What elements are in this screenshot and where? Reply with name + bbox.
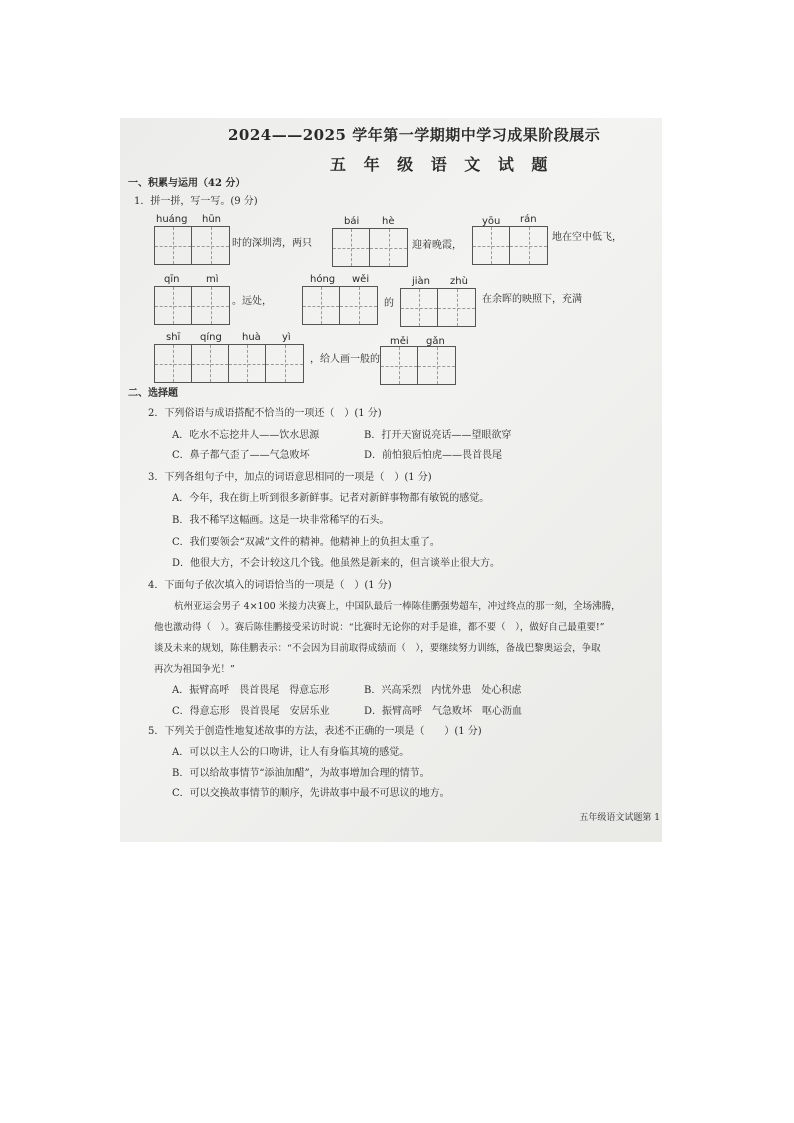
question-1: 1．拼一拼，写一写。(9 分) <box>134 196 258 207</box>
q3-option-a[interactable]: A．今年，我在街上听到很多新鲜事。记者对新鲜事物都有敏锐的感觉。 <box>172 493 490 504</box>
exam-title: 2024——2025 学年第一学期期中学习成果阶段展示 <box>228 126 601 144</box>
exam-paper-photo <box>120 118 662 842</box>
exam-subtitle: 五 年 级 语 文 试 题 <box>330 155 554 174</box>
writing-grid[interactable] <box>154 226 230 265</box>
pinyin-label: yōu <box>482 216 501 227</box>
q4-option-d[interactable]: D．振臂高呼 气急败坏 呕心沥血 <box>364 706 523 717</box>
section2-heading: 二、选择题 <box>128 388 178 399</box>
writing-grid[interactable] <box>400 288 476 327</box>
q3-option-b[interactable]: B．我不稀罕这幅画。这是一块非常稀罕的石头。 <box>172 515 390 526</box>
q2-option-d[interactable]: D．前怕狼后怕虎——畏首畏尾 <box>364 450 503 461</box>
writing-grid[interactable] <box>302 286 378 325</box>
q5-option-c[interactable]: C．可以交换故事情节的顺序，先讲故事中最不可思议的地方。 <box>172 788 450 799</box>
pinyin-label: zhù <box>450 276 468 287</box>
pinyin-label: huáng <box>156 214 188 225</box>
pinyin-label: měi <box>390 336 409 347</box>
question-4: 4．下面句子依次填入的词语恰当的一项是（ ）(1 分) <box>148 580 392 591</box>
question-2: 2．下列俗语与成语搭配不恰当的一项还（ ）(1 分) <box>148 408 382 419</box>
q2-option-b[interactable]: B．打开天窗说亮话——望眼欲穿 <box>364 430 512 441</box>
pinyin-label: mì <box>206 274 219 285</box>
fill-text: ，给人画一般的 <box>310 354 380 365</box>
pinyin-label: yì <box>282 332 291 343</box>
q2-option-a[interactable]: A．吃水不忘挖井人——饮水思源 <box>172 430 320 441</box>
q3-option-d[interactable]: D．他很大方，不会计较这几个钱。他虽然是新来的，但言谈举止很大方。 <box>172 558 501 569</box>
writing-grid[interactable] <box>154 286 230 325</box>
q5-option-b[interactable]: B．可以给故事情节“添油加醋”，为故事增加合理的情节。 <box>172 768 430 779</box>
pinyin-label: rán <box>520 214 537 225</box>
fill-text: 。远处， <box>232 296 272 307</box>
question-3: 3．下列各组句子中，加点的词语意思相同的一项是（ ）(1 分) <box>148 472 432 483</box>
writing-grid[interactable] <box>332 228 408 267</box>
fill-text: 在余晖的映照下，充满 <box>482 294 582 305</box>
q3-option-c[interactable]: C．我们要领会“双减”文件的精神。他精神上的负担太重了。 <box>172 537 440 548</box>
pinyin-label: shī <box>166 332 181 343</box>
section1-heading: 一、积累与运用（42 分） <box>128 178 246 189</box>
pinyin-label: hóng <box>310 274 336 285</box>
pinyin-label: qíng <box>200 332 222 343</box>
q4-passage-line: 杭州亚运会男子 4×100 米接力决赛上，中国队最后一棒陈佳鹏强势超车，冲过终点的那一刻，全场沸腾， <box>174 601 621 612</box>
fill-text: 地在空中低飞， <box>552 232 622 243</box>
writing-grid[interactable] <box>154 344 304 383</box>
pinyin-label: wěi <box>352 274 370 285</box>
question-5: 5．下列关于创造性地复述故事的方法，表述不正确的一项是（ ）(1 分) <box>148 726 482 737</box>
fill-text: 迎着晚霞， <box>412 240 462 251</box>
fill-text: 时的深圳湾，两只 <box>232 238 312 249</box>
q2-option-c[interactable]: C．鼻子都气歪了——气急败坏 <box>172 450 310 461</box>
fill-text: 的 <box>384 298 394 309</box>
q4-passage-line: 他也激动得（ ）。赛后陈佳鹏接受采访时说：“比赛时无论你的对手是谁，都不要（ ），做好自己最重要!” <box>154 622 605 633</box>
pinyin-label: huà <box>242 332 261 343</box>
pinyin-label: hè <box>382 216 395 227</box>
writing-grid[interactable] <box>380 346 456 385</box>
page-footer: 五年级语文试题第 1 <box>579 813 660 823</box>
pinyin-label: jiàn <box>412 276 431 287</box>
pinyin-label: qīn <box>164 274 180 285</box>
pinyin-label: hūn <box>202 214 222 225</box>
pinyin-label: gǎn <box>426 336 445 347</box>
q4-option-c[interactable]: C．得意忘形 畏首畏尾 安居乐业 <box>172 706 330 717</box>
q4-option-b[interactable]: B．兴高采烈 内忧外患 处心积虑 <box>364 685 522 696</box>
q4-passage-line: 谈及未来的规划，陈佳鹏表示：“不会因为目前取得成绩而（ ），要继续努力训练，备战巴黎奥运会，争取 <box>154 643 601 654</box>
q4-passage-line: 再次为祖国争光！” <box>154 664 235 675</box>
writing-grid[interactable] <box>472 226 548 265</box>
q4-option-a[interactable]: A．振臂高呼 畏首畏尾 得意忘形 <box>172 685 330 696</box>
q5-option-a[interactable]: A．可以以主人公的口吻讲，让人有身临其境的感觉。 <box>172 747 410 758</box>
pinyin-label: bái <box>344 216 360 227</box>
